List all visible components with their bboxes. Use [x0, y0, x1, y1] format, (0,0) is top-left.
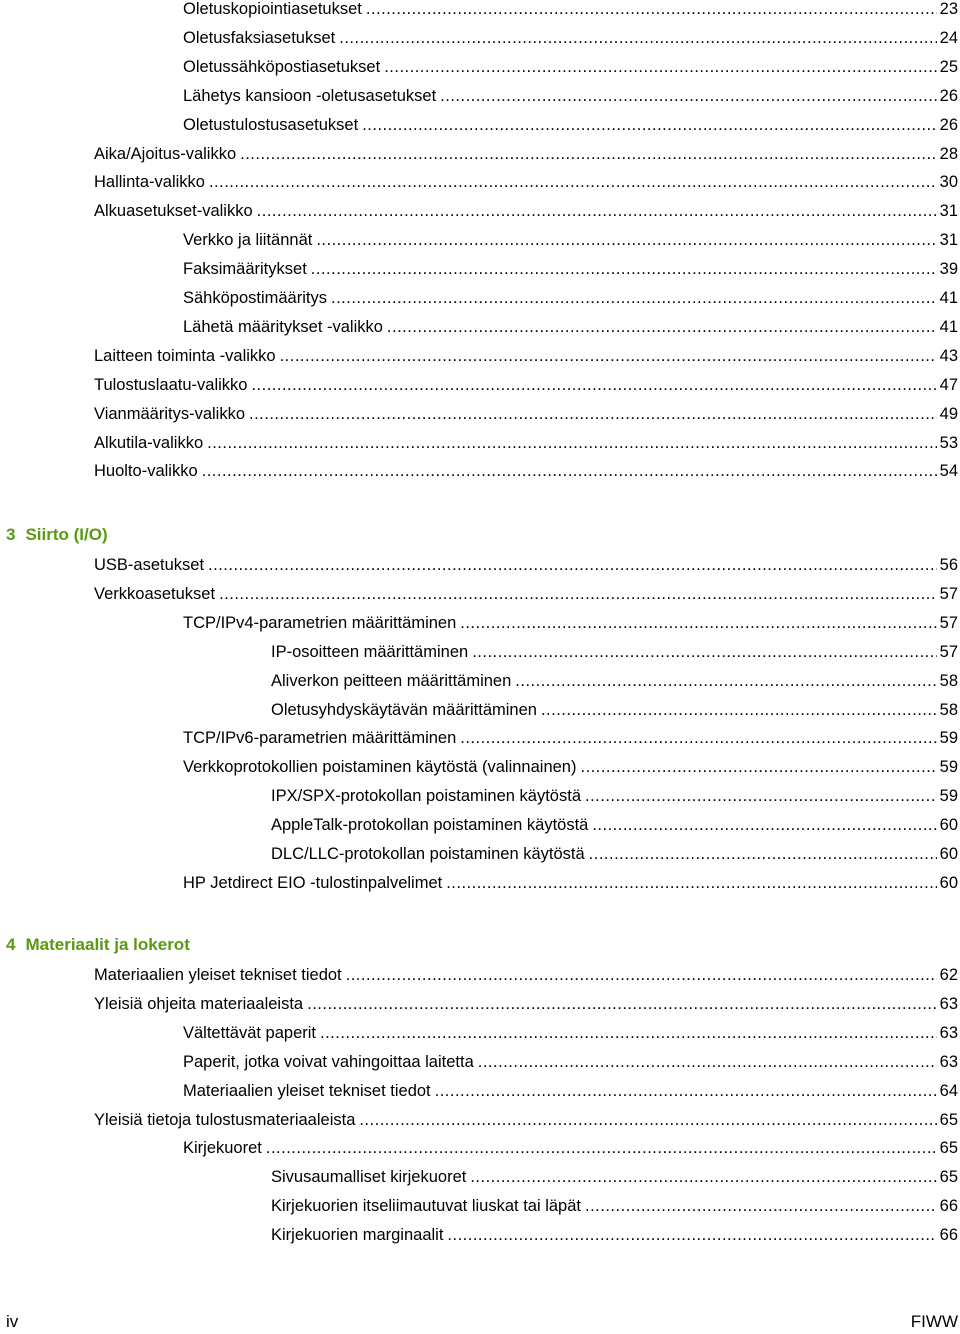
toc-entry-title: Vältettävät paperit: [183, 1023, 316, 1042]
dot-leader: [585, 784, 937, 808]
toc-entry-row: [94, 963, 958, 987]
dot-leader: [339, 26, 936, 50]
toc-entry-page-number: 57: [939, 613, 958, 632]
toc-entry-row: [183, 26, 958, 50]
chapter-number: 4: [6, 935, 16, 954]
toc-entry-page-number: 66: [939, 1226, 958, 1245]
toc-entry[interactable]: [0, 1194, 960, 1218]
toc-entry[interactable]: [0, 698, 960, 722]
toc-entry-row: [271, 640, 958, 664]
toc-entry-title: Yleisiä tietoja tulostusmateriaaleista: [94, 1110, 356, 1129]
dot-leader: [307, 992, 937, 1016]
dot-leader: [585, 1194, 937, 1218]
dot-leader: [440, 84, 936, 108]
dot-leader: [384, 55, 936, 79]
toc-entry[interactable]: [0, 582, 960, 606]
dot-leader: [207, 431, 937, 455]
toc-entry-page-number: 65: [939, 1110, 958, 1129]
dot-leader: [592, 813, 936, 837]
toc-entry-row: [94, 992, 958, 1016]
toc-entry[interactable]: [0, 199, 960, 223]
toc-entry[interactable]: [0, 813, 960, 837]
toc-entry-row: [271, 698, 958, 722]
toc-entry-page-number: 63: [939, 1052, 958, 1071]
toc-entry-page-number: 65: [939, 1139, 958, 1158]
toc-entry-page-number: 43: [939, 346, 958, 365]
toc-entry[interactable]: [0, 611, 960, 635]
dot-leader: [460, 726, 936, 750]
toc-entry-row: [94, 373, 958, 397]
dot-leader: [257, 199, 937, 223]
toc-entry-title: Faksimääritykset: [183, 260, 307, 279]
toc-entry-row: [183, 1050, 958, 1074]
toc-entry-row: [94, 459, 958, 483]
toc-entry[interactable]: [0, 784, 960, 808]
toc-entry[interactable]: [0, 315, 960, 339]
dot-leader: [346, 963, 937, 987]
toc-entry-title: Materiaalien yleiset tekniset tiedot: [183, 1081, 431, 1100]
toc-entry-row: [94, 1108, 958, 1132]
dot-leader: [280, 344, 937, 368]
toc-entry-title: DLC/LLC-protokollan poistaminen käytöstä: [271, 845, 585, 863]
chapter-title: Siirto (I/O): [25, 525, 108, 544]
toc-entry[interactable]: [0, 1021, 960, 1045]
toc-entry-title: Alkutila-valikko: [94, 433, 204, 452]
toc-entry[interactable]: [0, 26, 960, 50]
toc-entry-row: [183, 286, 958, 310]
toc-entry[interactable]: [0, 55, 960, 79]
toc-entry-page-number: 26: [939, 86, 958, 105]
dot-leader: [446, 871, 936, 895]
toc-entry-row: [94, 199, 958, 223]
dot-leader: [208, 553, 937, 577]
toc-entry-title: Sivusaumalliset kirjekuoret: [271, 1168, 467, 1187]
toc-entry-page-number: 31: [939, 231, 958, 250]
dot-leader: [320, 1021, 937, 1045]
footer-page-number: iv: [6, 1312, 19, 1331]
toc-entry[interactable]: [0, 402, 960, 426]
toc-entry-page-number: 63: [939, 1023, 958, 1042]
toc-entry[interactable]: [0, 1079, 960, 1103]
toc-entry[interactable]: [0, 842, 960, 866]
toc-entry-page-number: 59: [939, 729, 958, 748]
toc-entry-title: Hallinta-valikko: [94, 173, 205, 192]
toc-entry-page-number: 49: [939, 404, 958, 423]
toc-entry-title: Oletustulostusasetukset: [183, 115, 359, 134]
toc-entry-page-number: 60: [939, 873, 958, 892]
dot-leader: [316, 228, 936, 252]
toc-entry-row: [271, 813, 958, 837]
toc-entry[interactable]: [0, 286, 960, 310]
dot-leader: [478, 1050, 937, 1074]
dot-leader: [266, 1136, 937, 1160]
toc-entry-page-number: 47: [939, 375, 958, 394]
toc-entry-title: Aika/Ajoitus-valikko: [94, 144, 237, 163]
dot-leader: [472, 640, 936, 664]
toc-entry[interactable]: [0, 344, 960, 368]
toc-entry-title: Tulostuslaatu-valikko: [94, 375, 248, 394]
dot-leader: [387, 315, 937, 339]
toc-entry-row: [271, 669, 958, 693]
toc-entry-row: [183, 113, 958, 137]
toc-entry-title: HP Jetdirect EIO -tulostinpalvelimet: [183, 873, 443, 892]
toc-entry-row: [94, 553, 958, 577]
toc-entry-row: [183, 1079, 958, 1103]
dot-leader: [515, 669, 936, 693]
toc-entry-row: [183, 0, 958, 21]
dot-leader: [589, 842, 937, 866]
toc-entry-row: [94, 582, 958, 606]
footer-doc-code: FIWW: [910, 1312, 958, 1331]
toc-entry-title: Oletuskopiointiasetukset: [183, 0, 362, 18]
dot-leader: [541, 698, 937, 722]
dot-leader: [209, 170, 937, 194]
toc-entry[interactable]: [0, 963, 960, 987]
toc-entry[interactable]: [0, 431, 960, 455]
toc-entry-title: Paperit, jotka voivat vahingoittaa laitetta: [183, 1052, 474, 1071]
toc-entry-row: [94, 402, 958, 426]
toc-entry-page-number: 62: [939, 966, 958, 984]
toc-entry-row: [94, 170, 958, 194]
toc-entry-row: [183, 1021, 958, 1045]
toc-entry-title: Lähetys kansioon -oletusasetukset: [183, 86, 437, 105]
toc-entry-title: Kirjekuorien itseliimautuvat liuskat tai läpät: [271, 1197, 581, 1216]
toc-entry-page-number: 26: [939, 115, 958, 134]
toc-entry[interactable]: [0, 0, 960, 21]
toc-entry-page-number: 31: [939, 202, 958, 221]
toc-entry-title: Kirjekuoret: [183, 1139, 262, 1158]
toc-entry[interactable]: [0, 755, 960, 779]
dot-leader: [366, 0, 937, 21]
toc-entry-title: Materiaalien yleiset tekniset tiedot: [94, 966, 342, 984]
toc-entry[interactable]: [0, 170, 960, 194]
toc-entry-title: IP-osoitteen määrittäminen: [271, 642, 469, 661]
toc-entry-page-number: 60: [939, 816, 958, 835]
toc-entry-title: Verkkoprotokollien poistaminen käytöstä (valinnainen): [183, 758, 577, 777]
toc-entry-title: Vianmääritys-valikko: [94, 404, 245, 423]
toc-entry-page-number: 54: [939, 462, 958, 481]
toc-entry-page-number: 64: [939, 1081, 958, 1100]
toc-entry-title: IPX/SPX-protokollan poistaminen käytöstä: [271, 787, 581, 806]
toc-entry-page-number: 25: [939, 57, 958, 76]
toc-entry[interactable]: [0, 669, 960, 693]
dot-leader: [202, 459, 937, 483]
toc-entry[interactable]: [0, 1050, 960, 1074]
toc-entry-page-number: 57: [939, 584, 958, 603]
dot-leader: [470, 1165, 936, 1189]
dot-leader: [311, 257, 937, 281]
toc-entry-page-number: 28: [939, 144, 958, 163]
toc-entry[interactable]: [0, 257, 960, 281]
toc-entry[interactable]: [0, 871, 960, 895]
chapter-number: 3: [6, 525, 16, 544]
toc-entry[interactable]: [0, 373, 960, 397]
toc-entry-page-number: 56: [939, 556, 958, 574]
toc-entry[interactable]: [0, 1165, 960, 1189]
toc-entry-page-number: 65: [939, 1168, 958, 1187]
toc-entry-page-number: 24: [939, 28, 958, 47]
toc-entry-row: [183, 1136, 958, 1160]
toc-entry-title: Alkuasetukset-valikko: [94, 202, 253, 221]
dot-leader: [240, 142, 937, 166]
toc-entry-title: USB-asetukset: [94, 556, 205, 574]
toc-entry-row: [183, 611, 958, 635]
toc-entry[interactable]: [0, 228, 960, 252]
toc-entry-page-number: 53: [939, 433, 958, 452]
toc-entry-row: [94, 431, 958, 455]
dot-leader: [460, 611, 936, 635]
toc-entry-title: Oletusyhdyskäytävän määrittäminen: [271, 700, 537, 719]
toc-entry-page-number: 59: [939, 787, 958, 806]
toc-entry-row: [183, 315, 958, 339]
toc-entry-row: [183, 257, 958, 281]
toc-entry-row: [183, 84, 958, 108]
toc-entry-title: AppleTalk-protokollan poistaminen käytöstä: [271, 816, 589, 835]
toc-entry-row: [183, 871, 958, 895]
toc-entry-page-number: 57: [939, 642, 958, 661]
toc-entry-page-number: 23: [939, 0, 958, 18]
dot-leader: [219, 582, 937, 606]
toc-entry-row: [271, 1223, 958, 1247]
chapter-heading-4[interactable]: [6, 932, 190, 958]
toc-entry[interactable]: [0, 84, 960, 108]
chapter-heading-3[interactable]: [6, 522, 108, 548]
toc-entry-title: Aliverkon peitteen määrittäminen: [271, 671, 512, 690]
toc-entry-page-number: 58: [939, 671, 958, 690]
toc-entry-title: TCP/IPv4-parametrien määrittäminen: [183, 613, 457, 632]
dot-leader: [362, 113, 936, 137]
dot-leader: [435, 1079, 937, 1103]
toc-entry-title: Huolto-valikko: [94, 462, 198, 481]
toc-entry-title: Oletusfaksiasetukset: [183, 28, 336, 47]
toc-entry[interactable]: [0, 726, 960, 750]
toc-entry-page-number: 66: [939, 1197, 958, 1216]
toc-entry[interactable]: [0, 992, 960, 1016]
toc-entry-row: [94, 142, 958, 166]
toc-entry-page-number: 58: [939, 700, 958, 719]
toc-entry-row: [183, 55, 958, 79]
dot-leader: [447, 1223, 936, 1247]
toc-entry-title: Sähköpostimääritys: [183, 289, 327, 307]
toc-entry-row: [271, 1165, 958, 1189]
toc-entry-title: Verkko ja liitännät: [183, 231, 313, 250]
toc-entry-page-number: 63: [939, 994, 958, 1013]
toc-entry-title: Laitteen toiminta -valikko: [94, 346, 276, 365]
toc-entry-row: [271, 1194, 958, 1218]
toc-entry-row: [94, 344, 958, 368]
toc-entry-row: [271, 784, 958, 808]
toc-entry[interactable]: [0, 1136, 960, 1160]
toc-entry[interactable]: [0, 553, 960, 577]
toc-entry[interactable]: [0, 1223, 960, 1247]
toc-entry[interactable]: [0, 1108, 960, 1132]
dot-leader: [331, 286, 937, 310]
toc-entry-page-number: 30: [939, 173, 958, 192]
chapter-title: Materiaalit ja lokerot: [25, 935, 190, 954]
dot-leader: [580, 755, 936, 779]
toc-entry-title: Lähetä määritykset -valikko: [183, 317, 383, 336]
dot-leader: [251, 373, 936, 397]
toc-entry-row: [183, 726, 958, 750]
toc-entry[interactable]: [0, 113, 960, 137]
toc-entry-title: Verkkoasetukset: [94, 584, 216, 603]
toc-entry-page-number: 59: [939, 758, 958, 777]
toc-entry-page-number: 41: [939, 289, 958, 307]
toc-entry-page-number: 60: [939, 845, 958, 863]
toc-entry[interactable]: [0, 142, 960, 166]
toc-entry-title: Kirjekuorien marginaalit: [271, 1226, 444, 1245]
toc-entry-title: TCP/IPv6-parametrien määrittäminen: [183, 729, 457, 748]
toc-entry-page-number: 39: [939, 260, 958, 279]
dot-leader: [359, 1108, 936, 1132]
toc-entry[interactable]: [0, 459, 960, 483]
toc-entry-title: Yleisiä ohjeita materiaaleista: [94, 994, 304, 1013]
toc-entry-page-number: 41: [939, 317, 958, 336]
toc-entry-row: [183, 755, 958, 779]
toc-entry-row: [183, 228, 958, 252]
dot-leader: [249, 402, 937, 426]
toc-entry-row: [271, 842, 958, 866]
toc-entry-title: Oletussähköpostiasetukset: [183, 57, 381, 76]
toc-entry[interactable]: [0, 640, 960, 664]
